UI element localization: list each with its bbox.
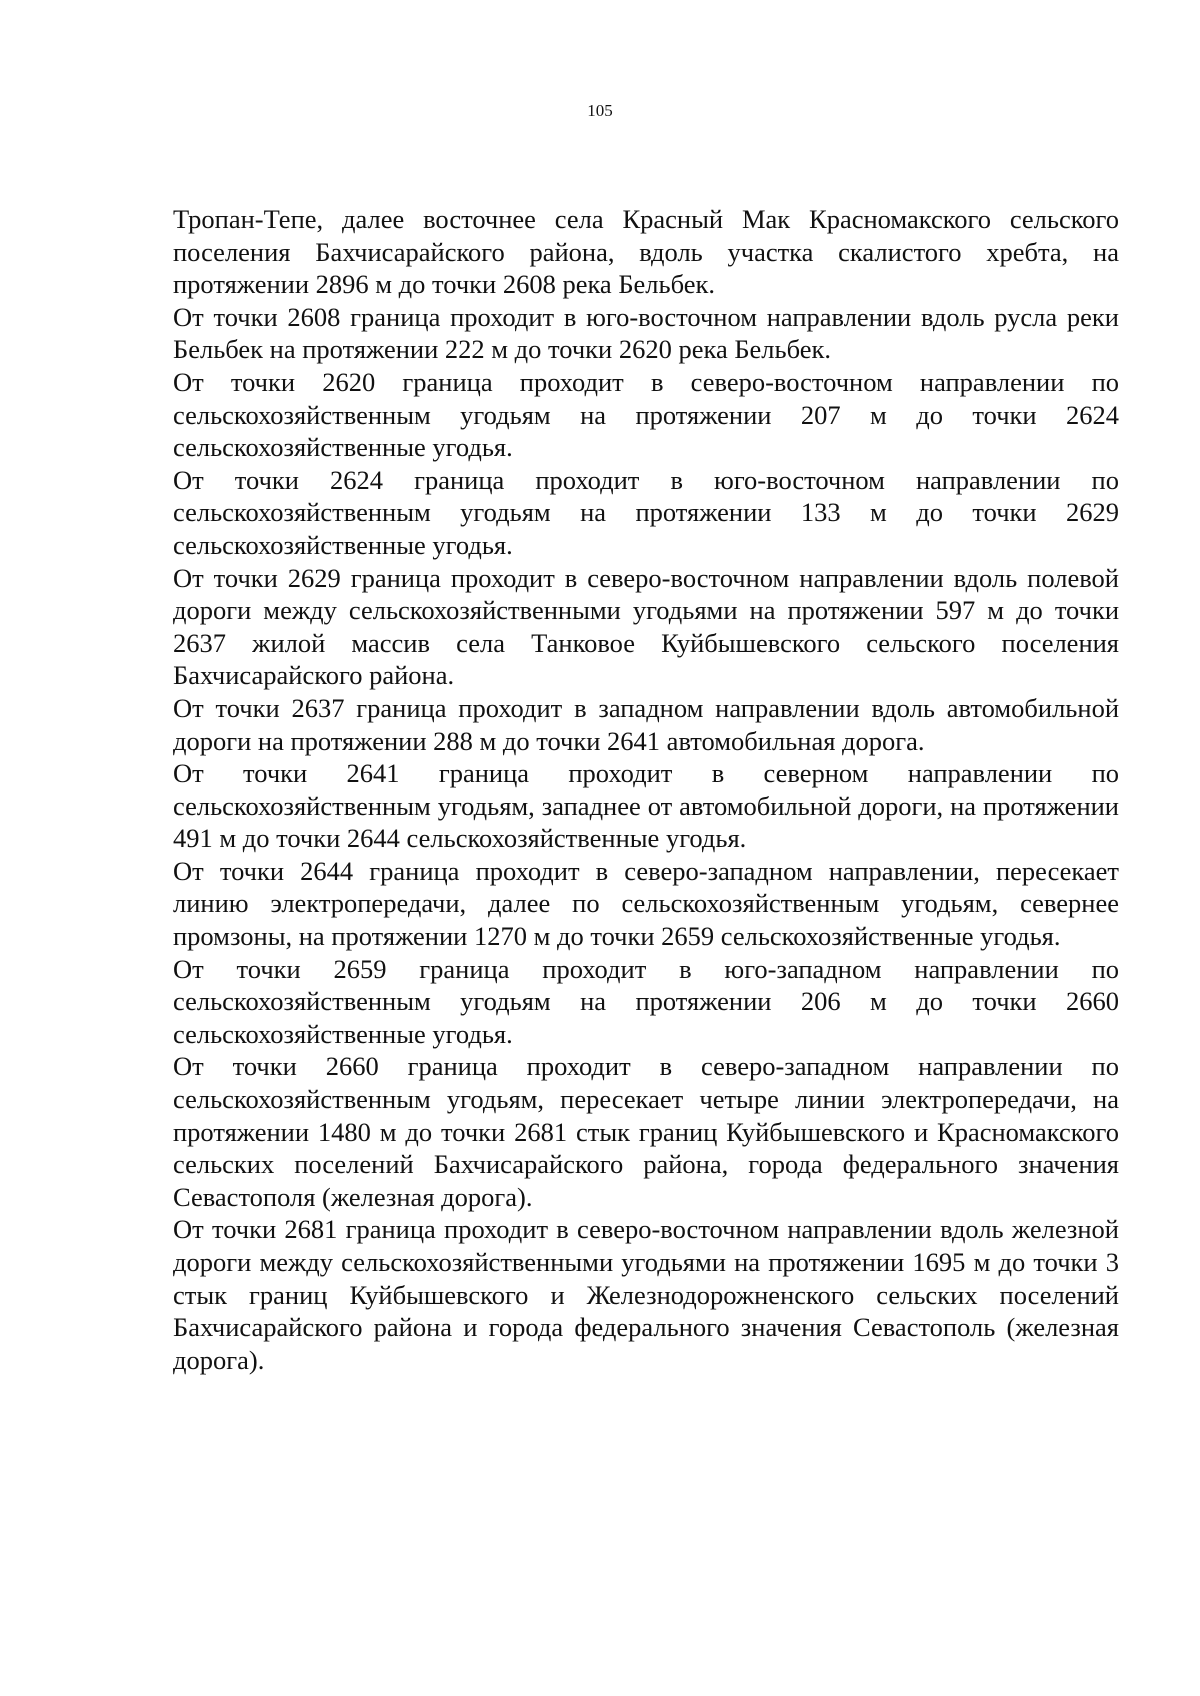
- document-body: [173, 203, 1119, 1376]
- paragraph-1: Тропан-Тепе, далее восточнее села Красный Мак Красномакского сельского поселения Бахчисарайского района, вдоль участка скалистого хребта, на протяжении 2896 м до точки 2608 река Бельбек.: [173, 204, 1119, 300]
- paragraph-7: От точки 2641 граница проходит в северном направлении по сельскохозяйственным угодьям, западнее от автомобильной дороги, на протяжении 491 м до точки 2644 сельскохозяйственные угодья.: [173, 758, 1119, 854]
- paragraph-2: От точки 2608 граница проходит в юго-восточном направлении вдоль русла реки Бельбек на протяжении 222 м до точки 2620 река Бельбек.: [173, 301, 1119, 365]
- paragraph-3: От точки 2620 граница проходит в северо-восточном направлении по сельскохозяйственным угодьям на протяжении 207 м до точки 2624 сельскохозяйственные угодья.: [173, 366, 1119, 463]
- paragraph-4: От точки 2624 граница проходит в юго-восточном направлении по сельскохозяйственным угодьям на протяжении 133 м до точки 2629 сельскохозяйственные угодья.: [173, 464, 1119, 560]
- paragraph-9: От точки 2659 граница проходит в юго-западном направлении по сельскохозяйственным угодьям на протяжении 206 м до точки 2660 сельскохозяйственные угодья.: [173, 953, 1119, 1049]
- paragraph-8: От точки 2644 граница проходит в северо-западном направлении, пересекает линию электропередачи, далее по сельскохозяйственным угодьям, севернее промзоны, на протяжении 1270 м до точки 2659 сельскохозяйственные угодья.: [173, 855, 1119, 952]
- paragraph-5: От точки 2629 граница проходит в северо-восточном направлении вдоль полевой дороги между сельскохозяйственными угодьями на протяжении 597 м до точки 2637 жилой массив села Танковое Куйбышевского сельского поселения Бахчисарайского района.: [173, 562, 1119, 691]
- paragraph-11: От точки 2681 граница проходит в северо-восточном направлении вдоль железной дороги между сельскохозяйственными угодьями на протяжении 1695 м до точки 3 стык границ Куйбышевского и Железнодорожненского сельских поселений Бахчисарайского района и города федерального значения Севастополь (железная дорога).: [173, 1214, 1119, 1375]
- paragraph-6: От точки 2637 граница проходит в западном направлении вдоль автомобильной дороги на протяжении 288 м до точки 2641 автомобильная дорога.: [173, 692, 1119, 756]
- page-number: 105: [587, 101, 613, 120]
- paragraph-10: От точки 2660 граница проходит в северо-западном направлении по сельскохозяйственным угодьям, пересекает четыре линии электропередачи, на протяжении 1480 м до точки 2681 стык границ Куйбышевского и Красномакского сельских поселений Бахчисарайского района, города федерального значения Севастополя (железная дорога).: [173, 1051, 1119, 1212]
